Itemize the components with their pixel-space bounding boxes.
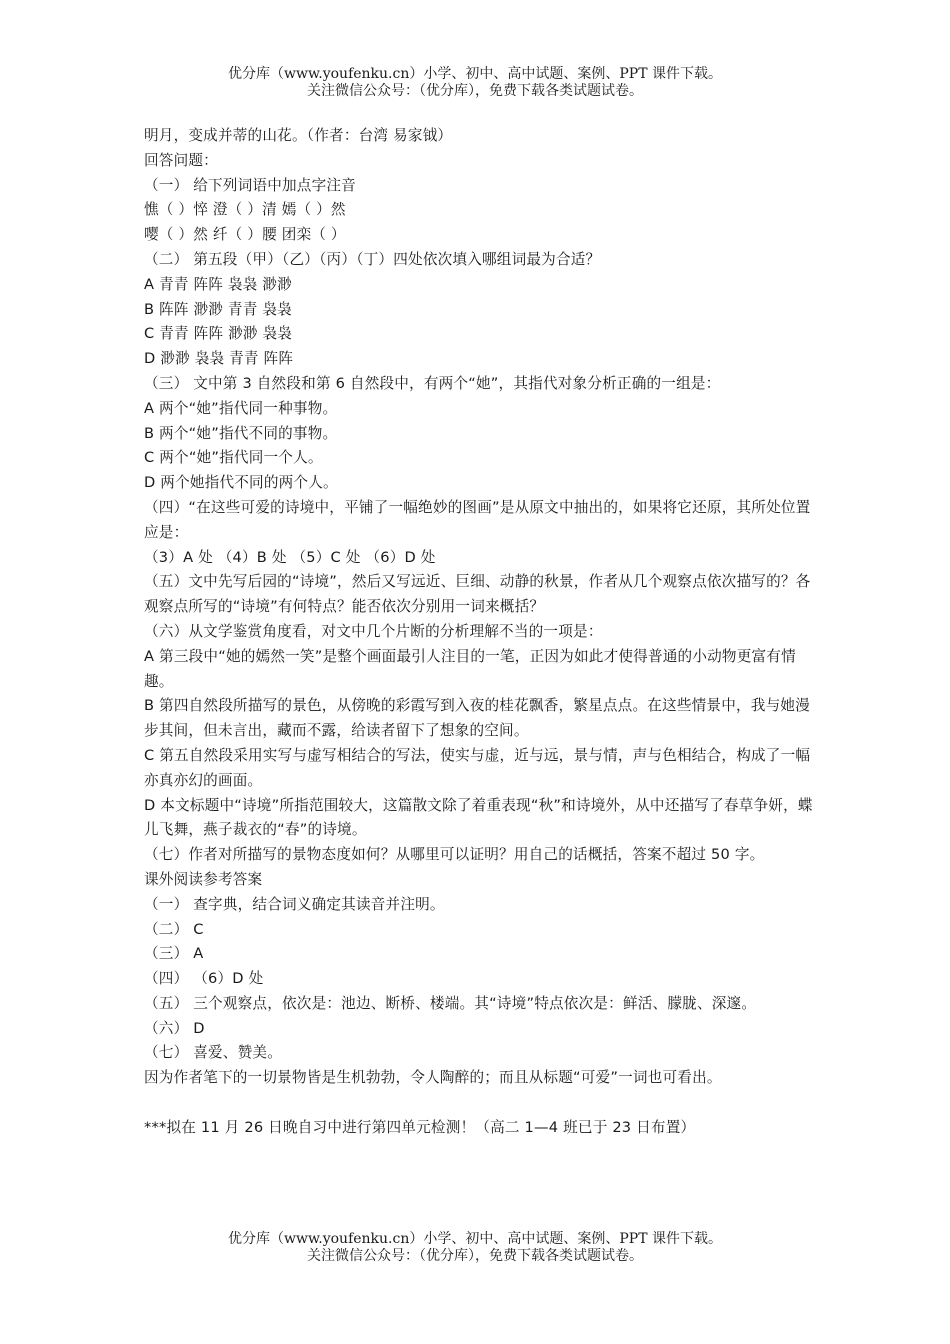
blank-line (144, 1091, 820, 1116)
question-1: （一） 给下列词语中加点字注音 (144, 176, 356, 194)
option-d: D 渺渺 袅袅 青青 阵阵 (144, 350, 294, 368)
option-b: B 第四自然段所描写的景色，从傍晚的彩霞写到入夜的桂花飘香，繁星点点。在这些情景中，我与她漫步其间，但未言出，藏而不露，给读者留下了想象的空间。 (144, 697, 810, 740)
option-d: D 本文标题中“诗境”所指范围较大，这篇散文除了着重表现“秋”和诗境外，从中还描写了春草争妍，蝶儿飞舞，燕子裁衣的“春”的诗境。 (144, 796, 813, 839)
question-5: （五）文中先写后园的“诗境”，然后又写远近、巨细、动静的秋景，作者从几个观察点依次描写的？各观察点所写的“诗境”有何特点？能否依次分别用一词来概括？ (144, 573, 811, 616)
page-footer (0, 1231, 950, 1265)
page-header (0, 66, 950, 100)
option-b: B 两个“她”指代不同的事物。 (144, 424, 338, 442)
footer-line-2: 关注微信公众号：（优分库），免费下载各类试题试卷。 (307, 1248, 643, 1264)
option-c: C 第五自然段采用实写与虚写相结合的写法，使实与虚，近与远，景与情，声与色相结合，构成了一幅亦真亦幻的画面。 (144, 746, 811, 789)
answer-2: （二） C (144, 920, 204, 938)
header-line-1: 优分库（www.youfenku.cn）小学、初中、高中试题、案例、PPT 课件下载。 (227, 66, 722, 82)
text-line: 憔（ ）悴 澄（ ）清 嫣（ ）然 (144, 201, 346, 219)
header-line-2: 关注微信公众号：（优分库），免费下载各类试题试卷。 (307, 83, 643, 99)
answers-heading: 课外阅读参考答案 (144, 870, 263, 888)
answer-7: （七） 喜爱、赞美。 (144, 1044, 282, 1062)
option-a: A 第三段中“她的嫣然一笑”是整个画面最引人注目的一笔，正因为如此才使得普通的小动物更富有情趣。 (144, 647, 796, 690)
notice-line: ***拟在 11 月 26 日晚自习中进行第四单元检测！（高二 1—4 班已于 23 日布置） (144, 1118, 696, 1136)
option-c: C 青青 阵阵 渺渺 袅袅 (144, 325, 293, 343)
footer-line-1: 优分库（www.youfenku.cn）小学、初中、高中试题、案例、PPT 课件下载。 (227, 1231, 722, 1247)
text-line: 明月，变成并蒂的山花。（作者：台湾 易家钺） (144, 127, 453, 144)
document-body (144, 124, 820, 1141)
answer-3: （三） A (144, 945, 204, 963)
answer-4: （四） （6）D 处 (144, 970, 264, 988)
answer-6: （六） D (144, 1019, 205, 1037)
question-2: （二） 第五段（甲）（乙）（丙）（丁）四处依次填入哪组词最为合适？ (144, 250, 601, 268)
question-4: （四）“在这些可爱的诗境中，平铺了一幅绝妙的图画”是从原文中抽出的，如果将它还原，其所处位置应是： (144, 498, 811, 541)
text-line: 回答问题： (144, 151, 218, 169)
answer-1: （一） 查字典，结合词义确定其读音并注明。 (144, 895, 445, 913)
option-a: A 青青 阵阵 袅袅 渺渺 (144, 275, 292, 293)
option-b: B 阵阵 渺渺 青青 袅袅 (144, 300, 292, 318)
text-line: 嘤（ ）然 纤（ ）腰 团栾（ ） (144, 226, 346, 244)
question-7: （七）作者对所描写的景物态度如何？从哪里可以证明？用自己的话概括，答案不超过 50 字。 (144, 846, 765, 864)
text-line: 因为作者笔下的一切景物皆是生机勃勃，令人陶醉的；而且从标题“可爱”一词也可看出。 (144, 1069, 722, 1087)
option-d: D 两个她指代不同的两个人。 (144, 474, 338, 492)
text-line: （3）A 处 （4）B 处 （5）C 处 （6）D 处 (144, 548, 436, 566)
question-6: （六）从文学鉴赏角度看，对文中几个片断的分析理解不当的一项是： (144, 622, 603, 640)
option-a: A 两个“她”指代同一种事物。 (144, 399, 338, 417)
option-c: C 两个“她”指代同一个人。 (144, 449, 323, 467)
answer-5: （五） 三个观察点，依次是：池边、断桥、楼端。其“诗境”特点依次是：鲜活、朦胧、深邃。 (144, 994, 757, 1012)
question-3: （三） 文中第 3 自然段和第 6 自然段中，有两个“她”，其指代对象分析正确的一组是： (144, 374, 721, 392)
